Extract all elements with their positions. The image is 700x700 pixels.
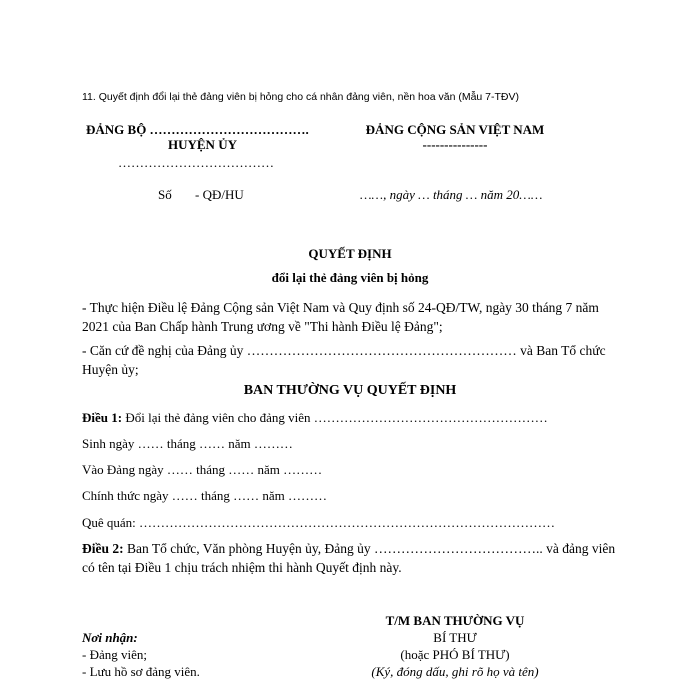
article-2-label: Điều 2: xyxy=(82,541,124,556)
birth-date-field: Sinh ngày …… tháng …… năm ……… xyxy=(82,436,293,451)
form-note: 11. Quyết định đổi lại thẻ đảng viên bị hỏng cho cá nhân đảng viên, nền hoa văn (Mẫu 7-TĐV) xyxy=(82,91,520,103)
document-title: QUYẾT ĐỊNH xyxy=(308,246,392,261)
decision-number-label: Số xyxy=(158,187,172,202)
district-committee-label: HUYỆN ỦY xyxy=(168,137,237,152)
decision-heading: BAN THƯỜNG VỤ QUYẾT ĐỊNH xyxy=(243,383,457,398)
article-2-text: Ban Tổ chức, Văn phòng Huyện ủy, Đảng ủy ……………………………….. và đảng viên có tên tại Điều 1 chịu trách nhiệm thi hành Quyết định này. xyxy=(82,541,616,575)
signature-instruction: (Ký, đóng dấu, ghi rõ họ và tên) xyxy=(371,664,539,679)
preamble-regulation: - Thực hiện Điều lệ Đảng Cộng sản Việt Nam và Quy định số 24-QĐ/TW, ngày 30 tháng 7 năm 2021 của Ban Chấp hành Trung ương về "Thi hành Điều lệ Đảng"; xyxy=(82,300,599,334)
article-1-text: Đổi lại thẻ đảng viên cho đảng viên ……………………………………………… xyxy=(122,410,548,425)
party-committee-line: ĐẢNG BỘ ………………………………. xyxy=(86,122,309,137)
article-1-label: Điều 1: xyxy=(82,410,123,425)
party-name: ĐẢNG CỘNG SẢN VIỆT NAM xyxy=(365,122,545,137)
signature-title: T/M BAN THƯỜNG VỤ xyxy=(385,613,525,628)
signature-role: BÍ THƯ xyxy=(433,630,477,645)
recipient-item: - Lưu hồ sơ đảng viên. xyxy=(82,664,200,679)
article-2 xyxy=(82,539,622,577)
party-admission-date-field: Vào Đảng ngày …… tháng …… năm ……… xyxy=(82,462,323,477)
hometown-field: Quê quán: …………………………………………………………………………………… xyxy=(82,515,556,530)
recipients-title: Nơi nhận: xyxy=(82,630,138,645)
place-date-line: ……, ngày … tháng … năm 20…… xyxy=(360,187,543,202)
document-subtitle: đổi lại thẻ đảng viên bị hỏng xyxy=(271,270,429,285)
party-name-underline: --------------- xyxy=(422,137,488,152)
recipient-item: - Đảng viên; xyxy=(82,647,147,662)
decision-number-code: - QĐ/HU xyxy=(195,187,244,202)
signature-alt-role: (hoặc PHÓ BÍ THƯ) xyxy=(400,647,510,662)
official-member-date-field: Chính thức ngày …… tháng …… năm ……… xyxy=(82,488,327,503)
left-header-dots: ……………………………… xyxy=(118,155,274,170)
preamble-proposal: - Căn cứ đề nghị của Đảng ủy …………………………………………………… và Ban Tổ chức Huyện ủy; xyxy=(82,343,606,377)
article-1 xyxy=(82,410,548,426)
